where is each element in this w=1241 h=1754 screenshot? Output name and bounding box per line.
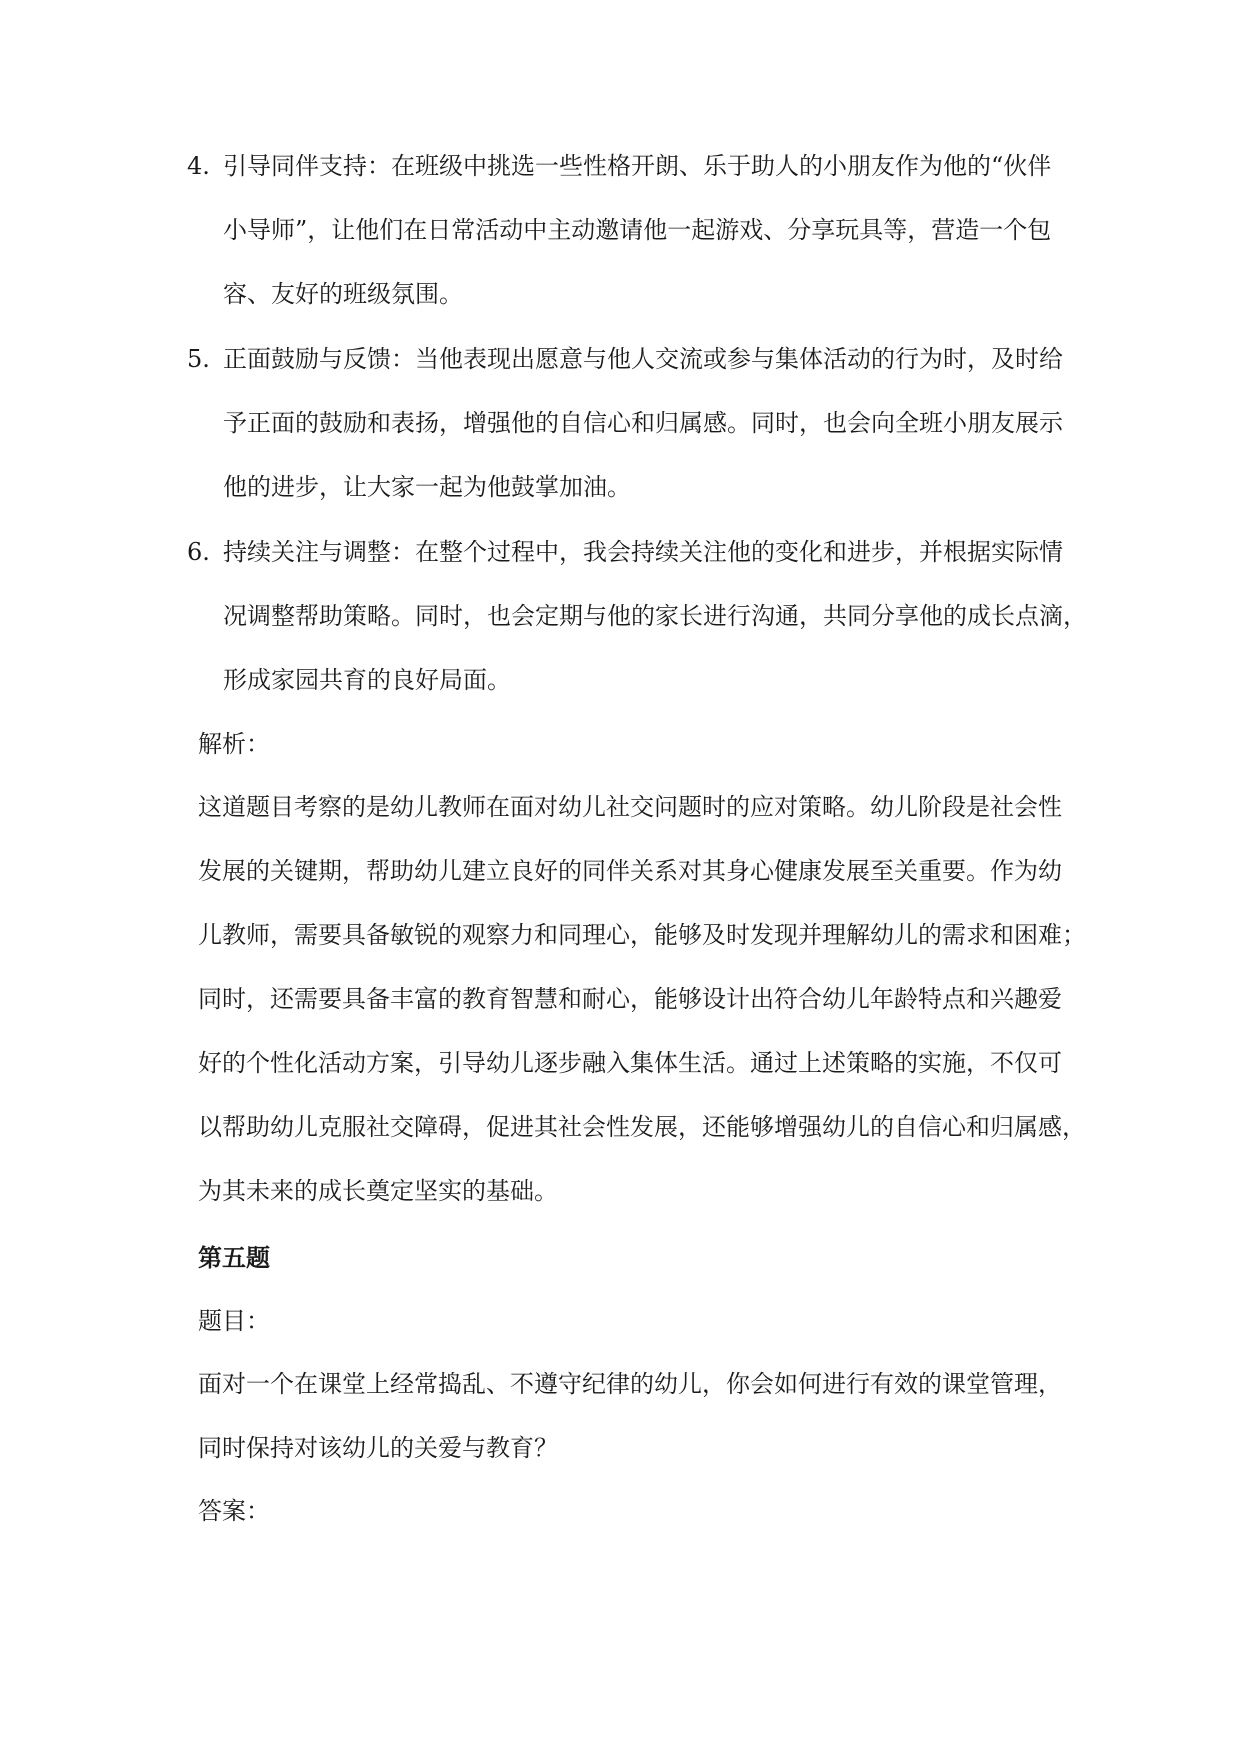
text-line: 同时保持对该幼儿的关爱与教育？ xyxy=(198,1434,558,1462)
answer-label: 答案： xyxy=(198,1497,270,1525)
list-number: 4. xyxy=(187,152,210,180)
text-line: 为其未来的成长奠定坚实的基础。 xyxy=(198,1177,558,1205)
text-line: 同时，还需要具备丰富的教育智慧和耐心，能够设计出符合幼儿年龄特点和兴趣爱 xyxy=(198,985,1062,1013)
list-number: 6. xyxy=(187,538,210,566)
question-paragraph xyxy=(198,1352,1110,1480)
list-item xyxy=(187,520,1087,712)
text-line: 容、友好的班级氛围。 xyxy=(223,280,463,308)
analysis-paragraph xyxy=(198,775,1110,1223)
list-item xyxy=(187,134,1087,326)
text-line: 引导同伴支持：在班级中挑选一些性格开朗、乐于助人的小朋友作为他的“伙伴 xyxy=(223,152,1052,180)
text-line: 他的进步，让大家一起为他鼓掌加油。 xyxy=(223,473,631,501)
text-line: 以帮助幼儿克服社交障碍，促进其社会性发展，还能够增强幼儿的自信心和归属感， xyxy=(198,1113,1086,1141)
text-line: 予正面的鼓励和表扬，增强他的自信心和归属感。同时，也会向全班小朋友展示 xyxy=(223,409,1063,437)
text-line: 正面鼓励与反馈：当他表现出愿意与他人交流或参与集体活动的行为时，及时给 xyxy=(223,345,1063,373)
text-line: 况调整帮助策略。同时，也会定期与他的家长进行沟通，共同分享他的成长点滴， xyxy=(223,602,1087,630)
list-item-text xyxy=(223,134,1087,326)
text-line: 儿教师，需要具备敏锐的观察力和同理心，能够及时发现并理解幼儿的需求和困难； xyxy=(198,921,1086,949)
list-item-text xyxy=(223,520,1087,712)
analysis-label: 解析： xyxy=(198,730,270,758)
text-line: 发展的关键期，帮助幼儿建立良好的同伴关系对其身心健康发展至关重要。作为幼 xyxy=(198,857,1062,885)
text-line: 持续关注与调整：在整个过程中，我会持续关注他的变化和进步，并根据实际情 xyxy=(223,538,1063,566)
list-number: 5. xyxy=(187,345,210,373)
text-line: 这道题目考察的是幼儿教师在面对幼儿社交问题时的应对策略。幼儿阶段是社会性 xyxy=(198,793,1062,821)
section-title: 第五题 xyxy=(198,1243,270,1272)
text-line: 面对一个在课堂上经常捣乱、不遵守纪律的幼儿，你会如何进行有效的课堂管理， xyxy=(198,1370,1062,1398)
question-label: 题目： xyxy=(198,1307,270,1335)
list-item xyxy=(187,327,1087,519)
list-item-text xyxy=(223,327,1087,519)
text-line: 好的个性化活动方案，引导幼儿逐步融入集体生活。通过上述策略的实施，不仅可 xyxy=(198,1049,1062,1077)
text-line: 小导师”，让他们在日常活动中主动邀请他一起游戏、分享玩具等，营造一个包 xyxy=(223,216,1052,244)
text-line: 形成家园共育的良好局面。 xyxy=(223,666,511,694)
